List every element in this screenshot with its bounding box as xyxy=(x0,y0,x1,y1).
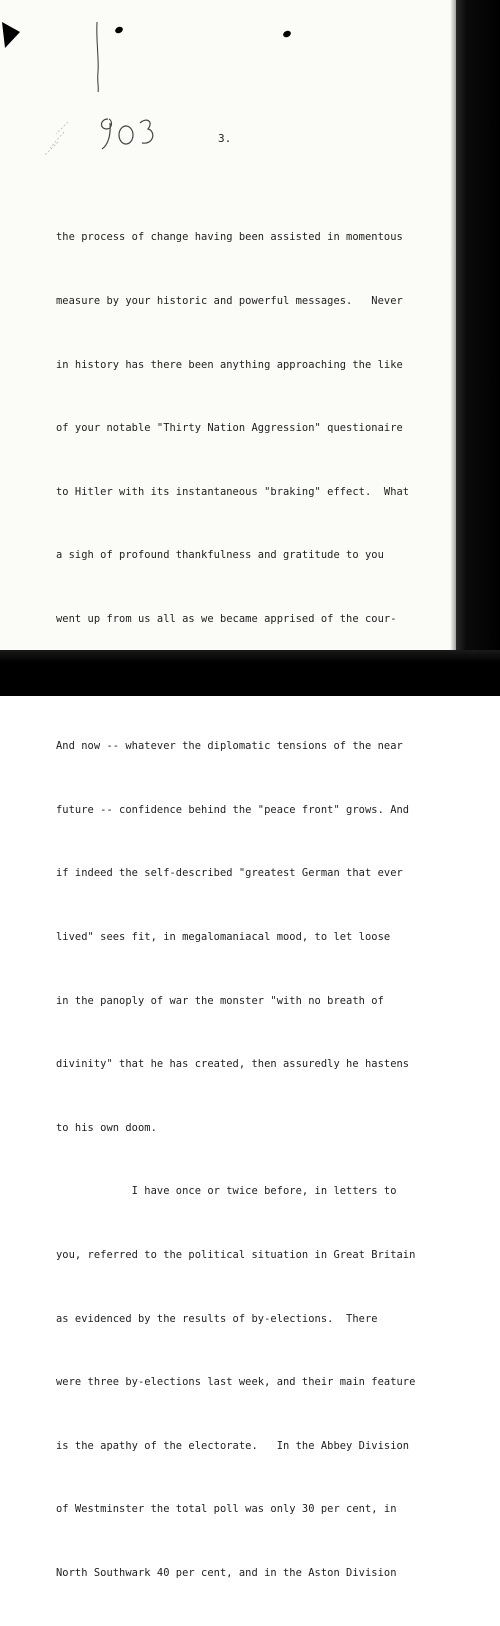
scan-border-bottom xyxy=(0,650,500,696)
text-line: of your notable "Thirty Nation Aggression" questionaire xyxy=(56,422,403,435)
text-line: measure by your historic and powerful messages. Never xyxy=(56,295,403,307)
ink-dot-left xyxy=(114,26,124,35)
margin-pencil-line xyxy=(93,22,103,92)
margin-scribble xyxy=(38,118,78,158)
letter-body-text xyxy=(56,185,461,1626)
text-line: divinity" that he has created, then assuredly he hastens xyxy=(56,1058,410,1071)
text-line: North Southwark 40 per cent, and in the Aston Division xyxy=(56,1566,397,1579)
text-line: to his own doom. xyxy=(56,1121,157,1134)
scan-border-right xyxy=(456,0,500,696)
text-line: went up from us all as we became apprised of the cour- xyxy=(56,612,397,625)
text-line: is the apathy of the electorate. In the Abbey Division xyxy=(56,1439,410,1452)
corner-mark xyxy=(2,20,20,48)
text-line: the process of change having been assisted in momentous xyxy=(56,231,403,244)
page-number: 3. xyxy=(218,132,232,145)
ink-dot-right xyxy=(282,30,292,39)
text-line: in history has there been anything approaching the like xyxy=(56,358,403,371)
text-line: if indeed the self-described "greatest German that ever xyxy=(56,867,403,880)
text-line: a sigh of profound thankfulness and gratitude to you xyxy=(56,549,384,562)
text-line: you, referred to the political situation in Great Britain xyxy=(56,1248,416,1261)
text-line: I have once or twice before, in letters to xyxy=(56,1185,397,1198)
text-line: of Westminster the total poll was only 30 per cent, in xyxy=(56,1503,397,1516)
handwritten-page-annotation xyxy=(96,113,158,151)
text-line: And now -- whatever the diplomatic tensions of the near xyxy=(56,740,403,753)
text-line: lived" sees fit, in megalomaniacal mood, to let loose xyxy=(56,930,391,943)
text-line: were three by-elections last week, and their main feature xyxy=(56,1376,416,1389)
text-line: future -- confidence behind the "peace front" grows. And xyxy=(56,803,410,816)
text-line: as evidenced by the results of by-elections. There xyxy=(56,1312,378,1325)
text-line: to Hitler with its instantaneous "braking" effect. What xyxy=(56,485,410,498)
text-line: in the panoply of war the monster "with no breath of xyxy=(56,994,384,1007)
